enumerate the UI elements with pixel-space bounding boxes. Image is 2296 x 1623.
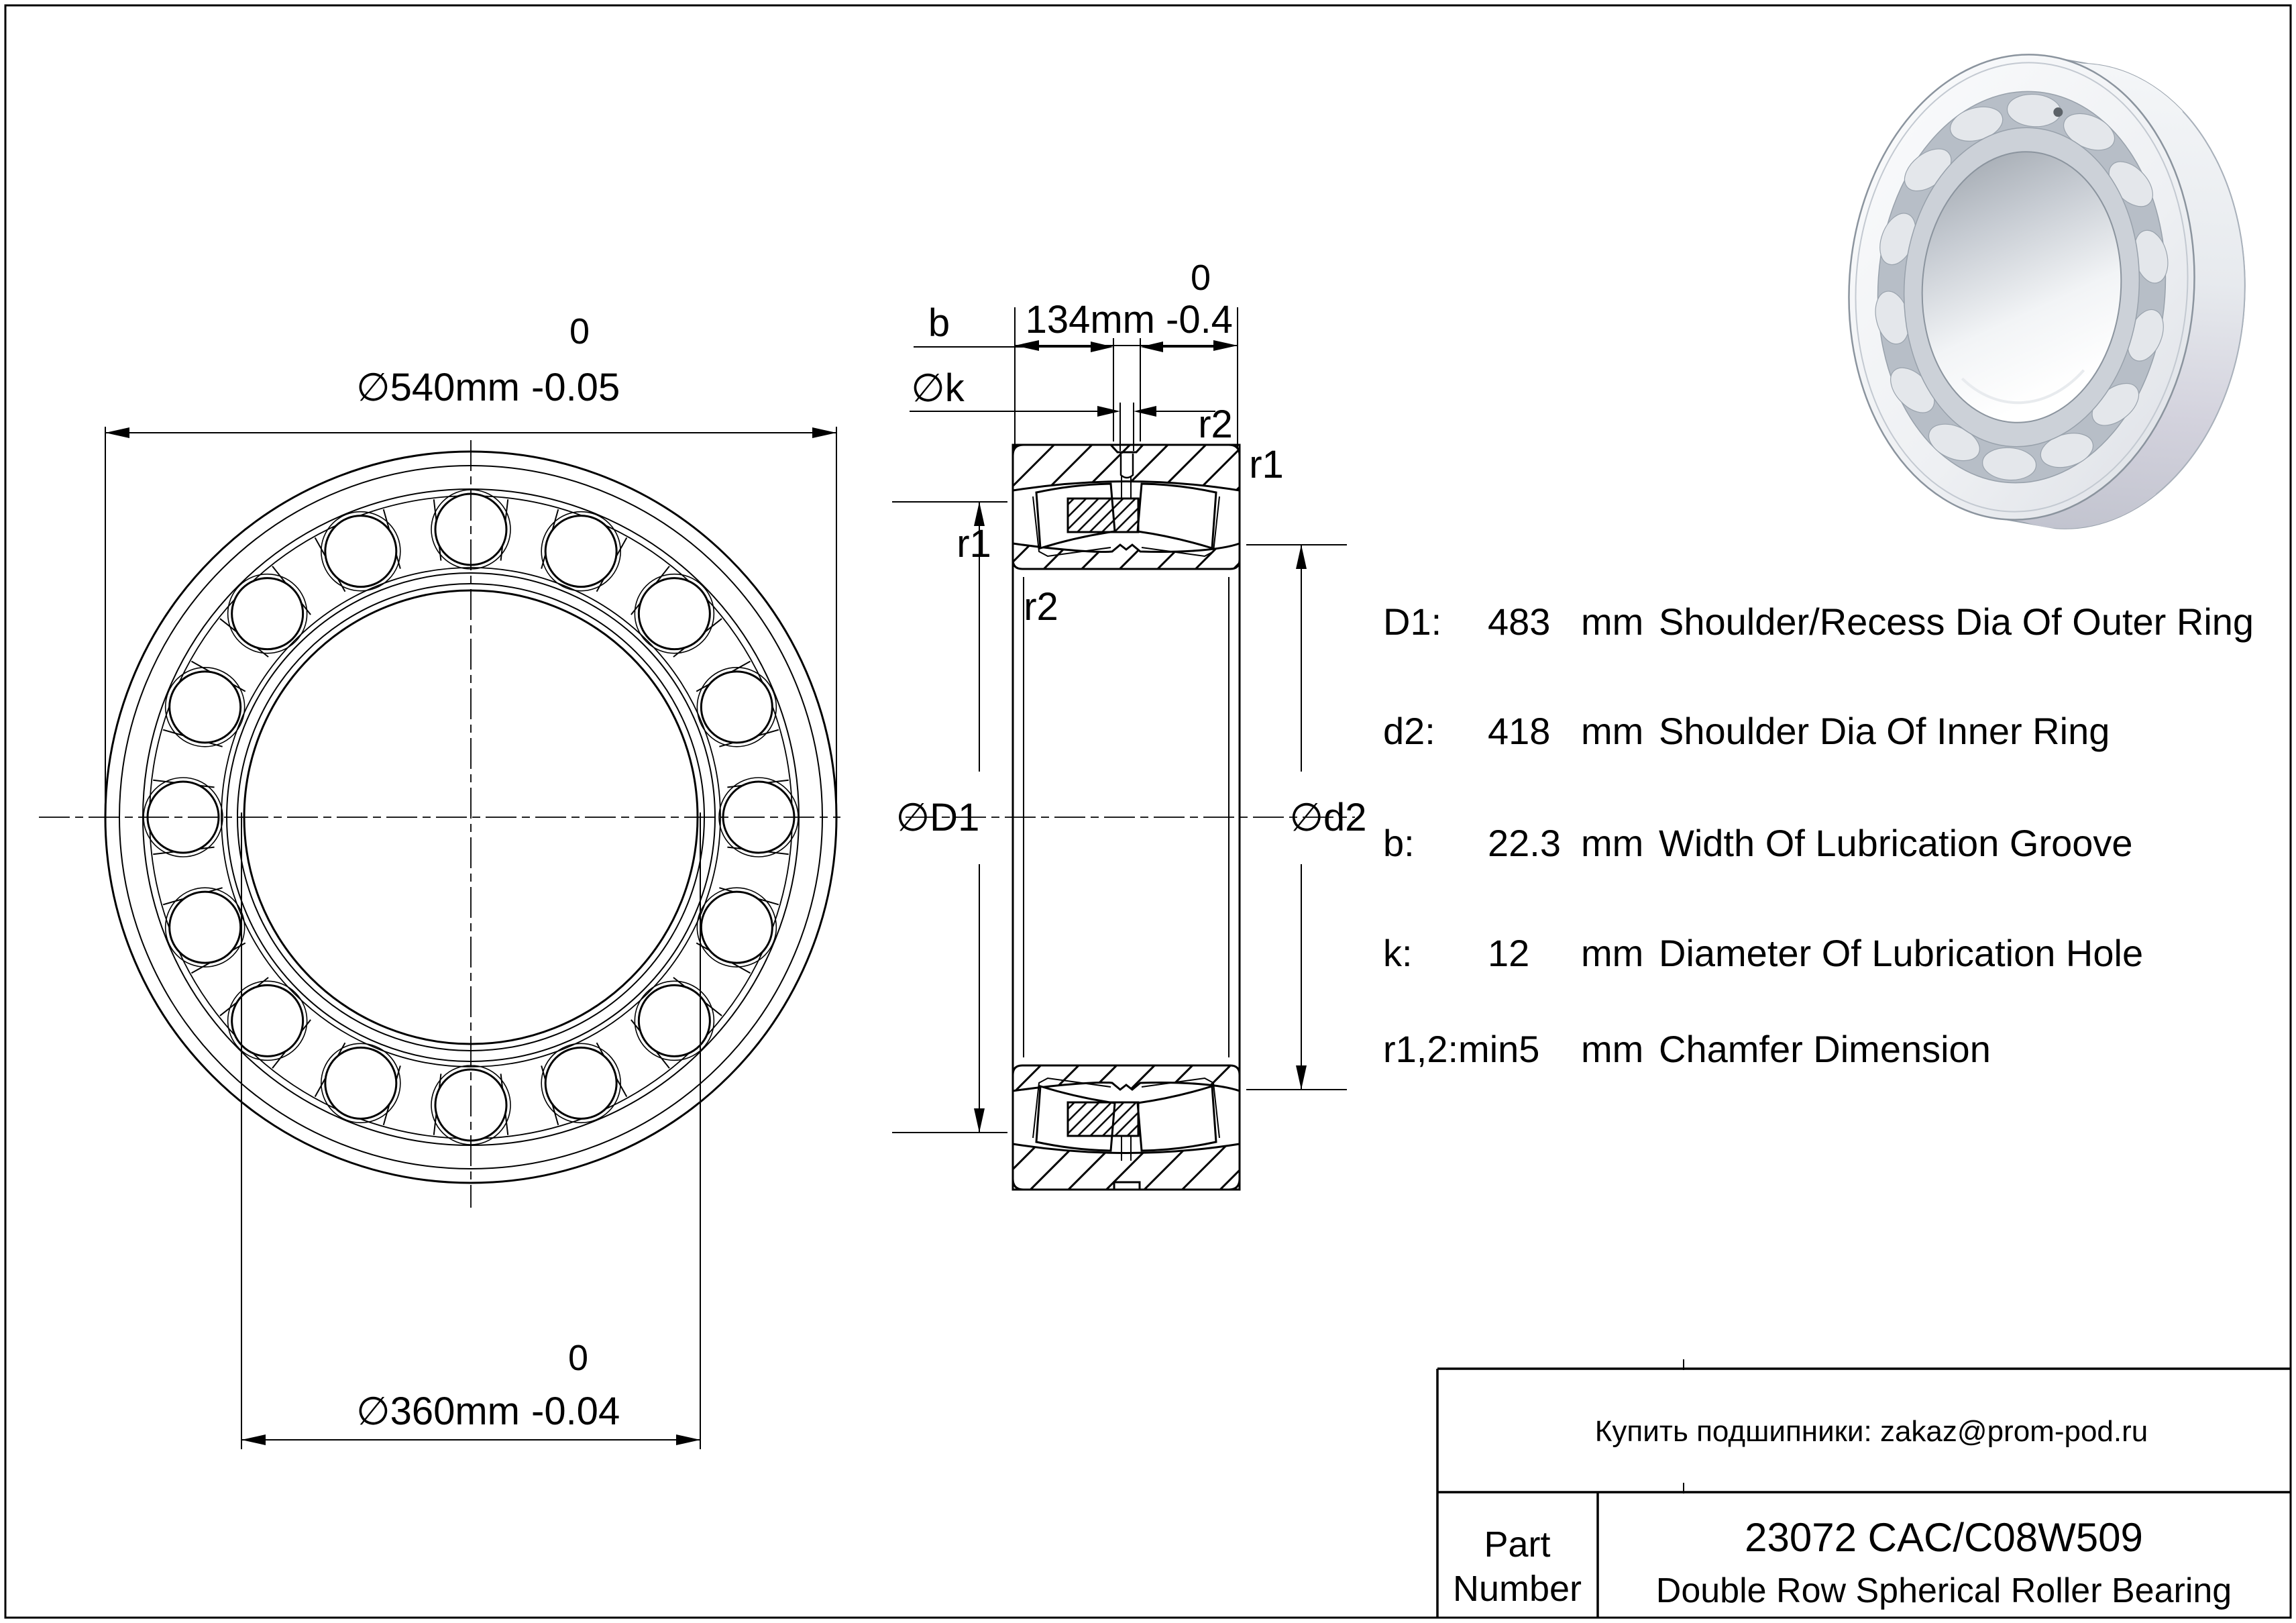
- dim-d1-arrow-bottom: [974, 1108, 985, 1133]
- dim-d2-arrow-top: [1296, 545, 1307, 569]
- section-cage-top: [1068, 499, 1138, 532]
- title-block: [1437, 1359, 2291, 1618]
- dim-b-arrow-left: [1091, 342, 1113, 352]
- label-r1-right: r1: [1249, 443, 1284, 486]
- spec-desc: Diameter Of Lubrication Hole: [1659, 932, 2144, 974]
- spec-row-d1: [1383, 600, 2254, 643]
- spec-desc: Chamfer Dimension: [1659, 1028, 1991, 1070]
- dim-od-value: ∅540mm: [356, 366, 520, 409]
- dim-k-arrow-left: [1097, 406, 1120, 417]
- spec-desc: Width Of Lubrication Groove: [1659, 822, 2133, 864]
- spec-desc: Shoulder Dia Of Inner Ring: [1659, 710, 2110, 752]
- dim-od-arrow-right: [812, 427, 836, 438]
- dim-bore-arrow-right: [676, 1434, 700, 1445]
- spec-label: k:: [1383, 932, 1413, 974]
- part-number: 23072 CAC/C08W509: [1745, 1515, 2143, 1560]
- spec-row-r: [1383, 1028, 1991, 1070]
- dim-od-tol-lower: -0.05: [531, 366, 620, 409]
- dim-k-label: ∅k: [911, 366, 965, 410]
- dim-d2-arrow-bottom: [1296, 1065, 1307, 1090]
- spec-row-d2: [1383, 710, 2110, 752]
- section-roller-bottom-right: [1138, 1086, 1216, 1151]
- section-cage-bottom: [1068, 1102, 1138, 1136]
- section-roller-top-right: [1138, 484, 1216, 548]
- spec-list: [1383, 600, 2254, 1070]
- dim-d2-label: ∅d2: [1289, 796, 1367, 839]
- spec-label: d2:: [1383, 710, 1435, 752]
- dim-k: [910, 366, 1215, 451]
- label-r2-top-right: r2: [1198, 403, 1233, 446]
- dim-d1-label: ∅D1: [895, 796, 980, 839]
- dim-width-arrow-left: [1015, 340, 1039, 351]
- dim-od-tol-upper: 0: [569, 311, 590, 352]
- spec-unit: mm: [1581, 710, 1644, 752]
- spec-desc: Shoulder/Recess Dia Of Outer Ring: [1659, 600, 2254, 643]
- part-label-line2: Number: [1452, 1569, 1582, 1609]
- contact-text: Купить подшипники: zakaz@prom-pod.ru: [1594, 1415, 2148, 1448]
- spec-value: 418: [1488, 710, 1551, 752]
- bearing-3d-render: [1833, 43, 2261, 540]
- dim-width-tol-upper: 0: [1190, 258, 1211, 298]
- dim-d1: [892, 502, 1007, 1133]
- spec-label: D1:: [1383, 600, 1442, 643]
- part-label-line1: Part: [1484, 1524, 1551, 1565]
- dim-bore-tol-lower: -0.04: [531, 1390, 620, 1433]
- dim-b-label: b: [928, 301, 950, 345]
- section-lubrication-hole: [1121, 454, 1133, 478]
- spec-value: 12: [1488, 932, 1530, 974]
- spec-label: r1,2:min5: [1383, 1028, 1540, 1070]
- dim-bore-value: ∅360mm: [356, 1390, 520, 1433]
- spec-unit: mm: [1581, 600, 1644, 643]
- dim-k-arrow-right: [1134, 406, 1156, 417]
- spec-row-b: [1383, 822, 2133, 864]
- dim-width-value: 134mm: [1025, 298, 1155, 342]
- label-r2-left: r2: [1024, 585, 1058, 629]
- dim-bore-arrow-left: [241, 1434, 266, 1445]
- dim-bore-tol-upper: 0: [567, 1338, 589, 1378]
- spec-value: 22.3: [1488, 822, 1561, 864]
- dim-od-arrow-left: [105, 427, 129, 438]
- spec-unit: mm: [1581, 822, 1644, 864]
- spec-value: 483: [1488, 600, 1551, 643]
- spec-row-k: [1383, 932, 2143, 974]
- dim-width-arrow-right: [1213, 340, 1238, 351]
- dim-width-tol-lower: -0.4: [1166, 298, 1233, 342]
- part-description: Double Row Spherical Roller Bearing: [1655, 1571, 2232, 1610]
- spec-label: b:: [1383, 822, 1415, 864]
- dim-b-arrow-right: [1140, 342, 1163, 352]
- label-r1-left: r1: [956, 522, 991, 566]
- spec-unit: mm: [1581, 1028, 1644, 1070]
- spec-unit: mm: [1581, 932, 1644, 974]
